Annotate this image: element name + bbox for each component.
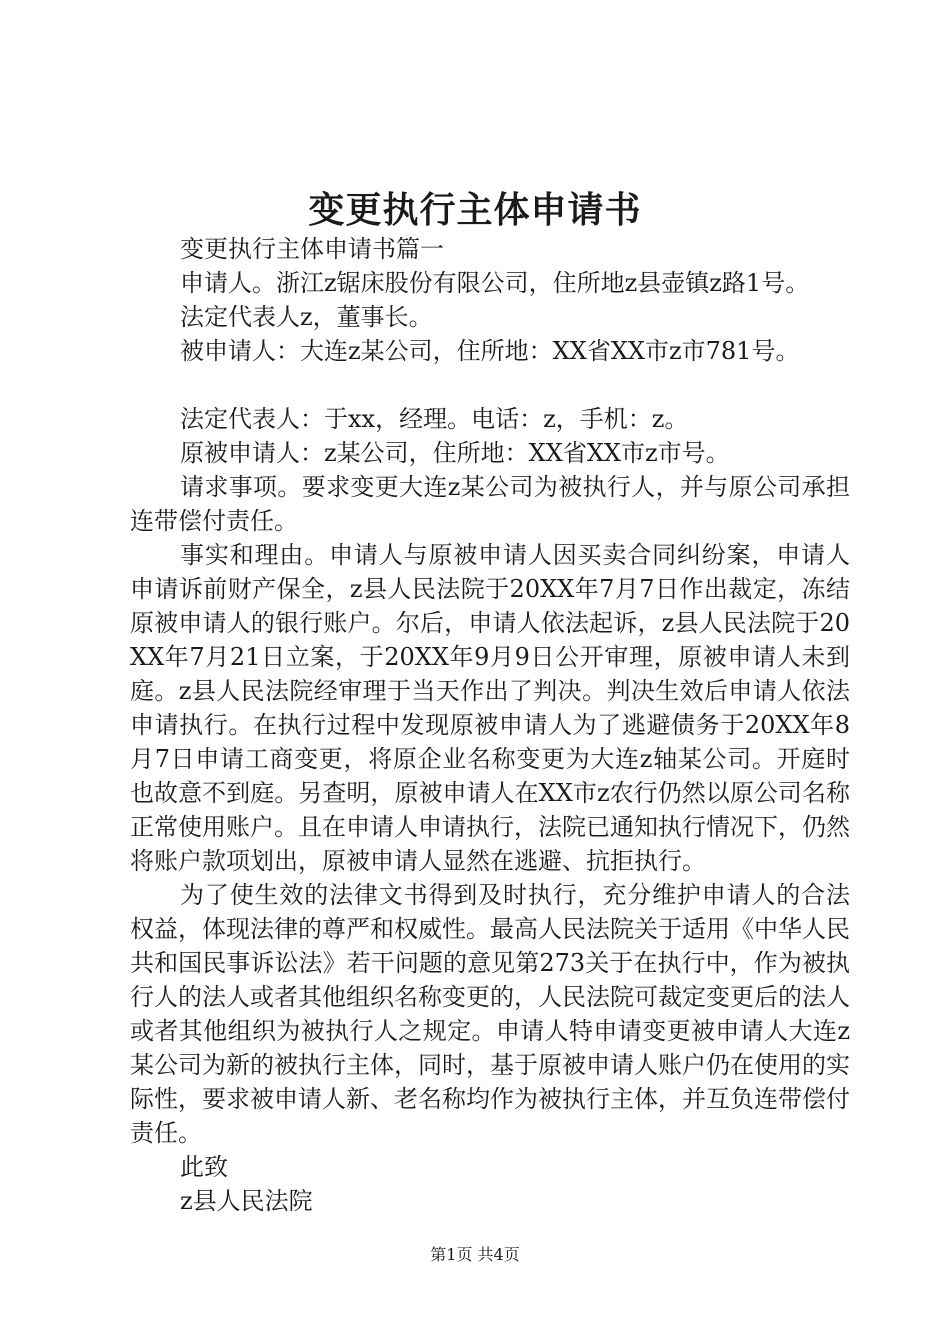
paragraph-respondent: 被申请人：大连z某公司，住所地：XX省XX市z市781号。	[180, 337, 800, 365]
paragraph-applicant-representative: 法定代表人z，董事长。	[180, 303, 433, 331]
document-body	[130, 232, 850, 1218]
document-title: 变更执行主体申请书	[308, 189, 642, 231]
paragraph-salutation: 此致	[180, 1153, 228, 1181]
paragraph-original-respondent: 原被申请人：z某公司，住所地：XX省XX市z市号。	[180, 439, 730, 467]
paragraph-request: 请求事项。要求变更大连z某公司为被执行人，并与原公司承担连带偿付责任。	[130, 473, 850, 535]
paragraph-facts: 事实和理由。申请人与原被申请人因买卖合同纠纷案，申请人申请诉前财产保全，z县人民法院于20XX年7月7日作出裁定，冻结原被申请人的银行账户。尔后，申请人依法起诉，z县人民法院于20XX年7月21日立案，于20XX年9月9日公开审理，原被申请人未到庭。z县人民法院经审理于当天作出了判决。判决生效后申请人依法申请执行。在执行过程中发现原被申请人为了逃避债务于20XX年8月7日申请工商变更，将原企业名称变更为大连z轴某公司。开庭时也故意不到庭。另查明，原被申请人在XX市z农行仍然以原公司名称正常使用账户。且在申请人申请执行，法院已通知执行情况下，仍然将账户款项划出，原被申请人显然在逃避、抗拒执行。	[130, 541, 850, 875]
paragraph-applicant: 申请人。浙江z锯床股份有限公司，住所地z县壶镇z路1号。	[180, 269, 810, 297]
paragraph-court: z县人民法院	[180, 1187, 313, 1215]
paragraph-heading: 变更执行主体申请书篇一	[180, 235, 444, 263]
paragraph-legal-basis: 为了使生效的法律文书得到及时执行，充分维护申请人的合法权益，体现法律的尊严和权威性。最高人民法院关于适用《中华人民共和国民事诉讼法》若干问题的意见第273关于在执行中，作为被执行人的法人或者其他组织名称变更的，人民法院可裁定变更后的法人或者其他组织为被执行人之规定。申请人特申请变更被申请人大连z某公司为新的被执行主体，同时，基于原被申请人账户仍在使用的实际性，要求被申请人新、老名称均作为被执行主体，并互负连带偿付责任。	[130, 881, 850, 1147]
paragraph-respondent-representative: 法定代表人：于xx，经理。电话：z，手机：z。	[180, 405, 689, 433]
page-number: 第1页 共4页	[430, 1245, 520, 1264]
